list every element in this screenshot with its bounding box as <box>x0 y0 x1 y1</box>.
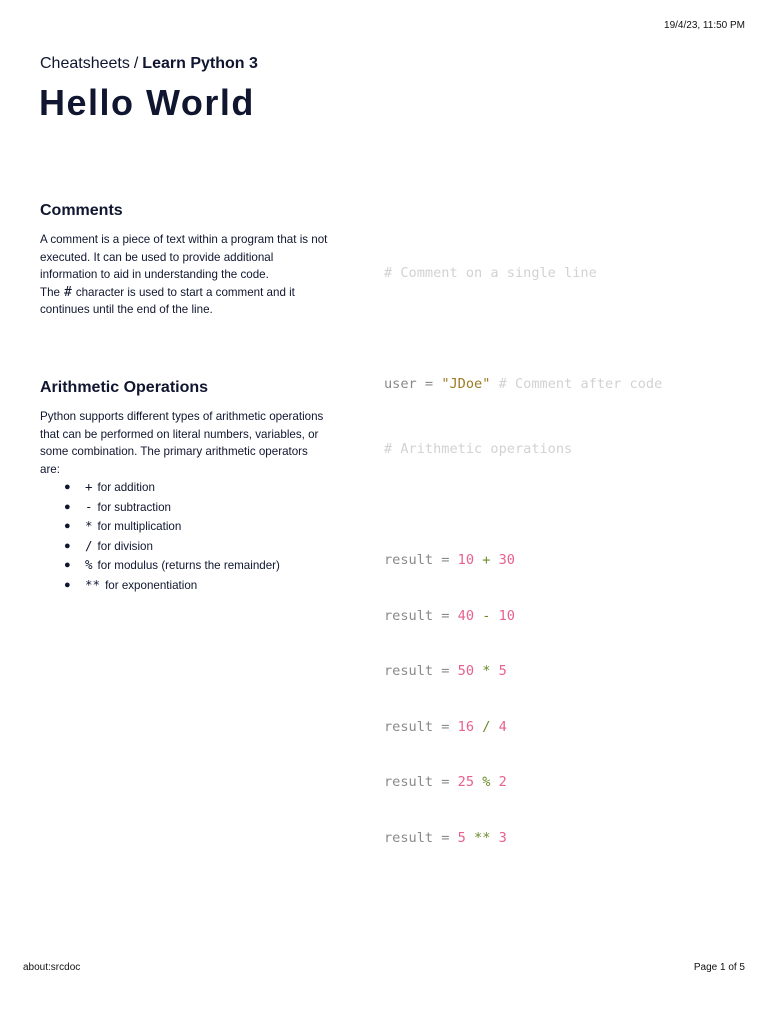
operator-symbol: ** <box>85 576 101 592</box>
code-number: 25 <box>457 774 475 790</box>
print-source-url: about:srcdoc <box>23 962 81 973</box>
code-assign: = <box>433 663 458 679</box>
code-variable: result <box>384 829 434 846</box>
code-line <box>384 771 572 795</box>
operator-description: for division <box>97 539 153 553</box>
operator-symbol: + <box>85 479 93 494</box>
comments-hash-note-post: character is used to start a comment and it continues until the end of the line. <box>40 285 295 316</box>
code-number: 5 <box>457 829 466 846</box>
arithmetic-code-block <box>384 406 572 866</box>
code-line <box>384 549 572 573</box>
operator-symbol: - <box>85 498 93 514</box>
arithmetic-description: Python supports different types of arithmetic operations that can be performed on literal numbers, variables, or some combination. The primary arithmetic operators are: <box>40 410 324 476</box>
comments-code-block <box>384 230 662 413</box>
code-assign: = <box>433 829 458 846</box>
operator-list-item <box>40 478 330 498</box>
comments-hash-note <box>40 284 330 319</box>
operator-symbol: / <box>85 537 93 553</box>
breadcrumb-current[interactable]: Learn Python 3 <box>142 55 258 72</box>
code-operator: % <box>474 774 499 790</box>
code-operator: / <box>474 718 499 735</box>
code-line-blank <box>384 494 572 518</box>
operator-list-item <box>40 517 330 537</box>
code-number: 30 <box>498 552 515 568</box>
code-number: 10 <box>457 552 475 568</box>
arithmetic-heading: Arithmetic Operations <box>40 379 209 396</box>
code-variable: result <box>384 607 434 624</box>
code-number: 16 <box>457 718 475 735</box>
page-title: Hello World <box>39 82 255 123</box>
operator-description: for subtraction <box>97 500 171 514</box>
code-number: 10 <box>498 607 515 624</box>
code-variable: user <box>384 376 417 392</box>
operator-description: for exponentiation <box>105 578 198 592</box>
comments-heading: Comments <box>40 202 123 219</box>
code-assign: = <box>433 552 458 568</box>
code-number: 50 <box>457 663 475 679</box>
hash-inline-code: # <box>63 284 72 300</box>
code-assign: = <box>416 376 442 392</box>
code-assign: = <box>433 774 458 790</box>
code-line <box>384 660 572 684</box>
code-comment: # Comment on a single line <box>384 265 597 281</box>
operator-description: for addition <box>97 481 155 494</box>
code-comment: # Comment after code <box>490 376 663 392</box>
code-variable: result <box>384 718 434 735</box>
operator-list-item <box>40 537 330 557</box>
code-comment: # Arithmetic operations <box>384 441 573 457</box>
code-operator: - <box>474 607 499 624</box>
code-number: 3 <box>498 829 507 846</box>
operator-description: for modulus (returns the remainder) <box>97 559 280 572</box>
code-line <box>384 373 662 397</box>
bullet-icon: ● <box>64 539 71 552</box>
operator-list-item <box>40 556 330 576</box>
code-assign: = <box>433 607 458 624</box>
bullet-icon: ● <box>64 500 71 513</box>
code-string: "JDoe" <box>441 376 491 392</box>
code-operator: + <box>474 552 499 568</box>
operator-symbol: * <box>85 518 93 533</box>
code-line <box>384 716 572 740</box>
code-number: 5 <box>498 663 507 679</box>
code-line <box>384 438 572 462</box>
bullet-icon: ● <box>64 578 71 591</box>
code-line-blank <box>384 318 662 342</box>
code-variable: result <box>384 663 434 679</box>
code-number: 4 <box>498 718 507 735</box>
operator-symbol: % <box>85 557 93 572</box>
code-variable: result <box>384 552 434 568</box>
code-line <box>384 605 572 629</box>
breadcrumb <box>40 55 258 73</box>
operator-list <box>40 478 330 595</box>
comments-description: A comment is a piece of text within a program that is not executed. It can be used to provide additional information to aid in understanding the code. <box>40 233 328 281</box>
breadcrumb-root-link[interactable]: Cheatsheets <box>40 55 130 72</box>
page-indicator: Page 1 of 5 <box>693 962 745 973</box>
comments-hash-note-pre: The <box>40 285 60 299</box>
bullet-icon: ● <box>64 520 71 532</box>
code-variable: result <box>384 774 434 790</box>
operator-description: for multiplication <box>97 520 182 533</box>
breadcrumb-separator: / <box>133 55 139 72</box>
code-line <box>384 262 662 286</box>
arithmetic-section <box>40 379 330 595</box>
code-operator: ** <box>465 829 499 846</box>
code-operator: * <box>474 663 499 679</box>
code-assign: = <box>433 718 458 735</box>
bullet-icon: ● <box>64 481 71 493</box>
bullet-icon: ● <box>64 559 71 571</box>
print-timestamp: 19/4/23, 11:50 PM <box>664 20 745 31</box>
comments-section <box>40 202 330 319</box>
operator-list-item <box>40 576 330 596</box>
code-number: 2 <box>498 774 507 790</box>
code-number: 40 <box>457 607 475 624</box>
operator-list-item <box>40 498 330 518</box>
code-line <box>384 827 572 851</box>
